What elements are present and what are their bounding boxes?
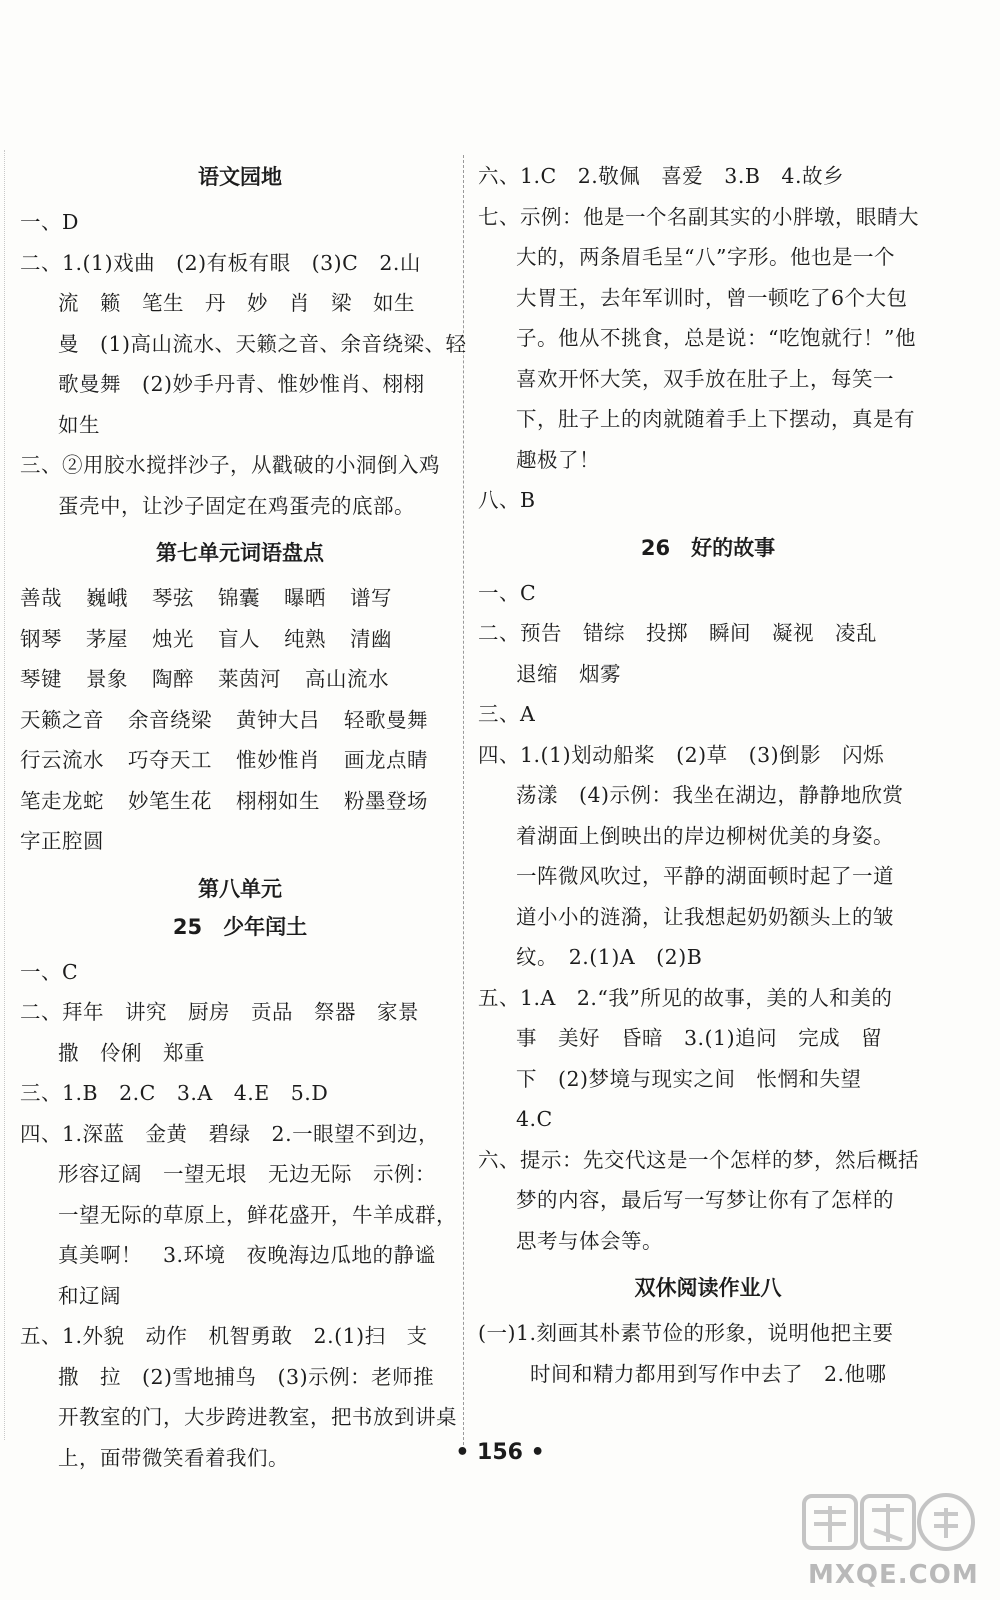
answer-line: 事 美好 昏暗 3.(1)追问 完成 留: [516, 1026, 883, 1050]
answer-line: 思考与体会等。: [516, 1228, 663, 1253]
answer-line: 着湖面上倒映出的岸边柳树优美的身姿。: [516, 823, 894, 848]
answer-line: 一、C: [478, 580, 537, 605]
answer-line: (一)1.刻画其朴素节俭的形象，说明他把主要: [478, 1321, 894, 1345]
unit-title: 第八单元: [198, 876, 282, 901]
vocab-word: 谱写: [350, 586, 392, 610]
vocab-word: 惟妙惟肖: [236, 748, 320, 772]
vocab-word: 烛光: [152, 626, 194, 651]
answer-line: 真美啊！ 3.环境 夜晚海边瓜地的静谧: [58, 1243, 436, 1267]
answer-line: 如生: [58, 412, 100, 437]
answer-line: 趣极了！: [516, 447, 600, 472]
answer-line: 四、1.深蓝 金黄 碧绿 2.一眼望不到边，: [20, 1121, 440, 1146]
vocab-word: 轻歌曼舞: [344, 707, 428, 732]
answer-line: 和辽阔: [58, 1283, 121, 1308]
answer-line: 大的，两条眉毛呈“八”字形。他也是一个: [516, 245, 895, 269]
vocab-word: 妙笔生花: [128, 788, 212, 813]
vocab-word: 盲人: [218, 626, 260, 651]
answer-line: 喜欢开怀大笑，双手放在肚子上，每笑一: [516, 366, 894, 391]
answer-line: 歌曼舞 (2)妙手丹青、惟妙惟肖、栩栩: [58, 372, 425, 396]
vocab-word: 善哉: [20, 586, 62, 610]
vocab-word: 莱茵河: [218, 667, 281, 691]
word-row: [20, 619, 460, 660]
lesson-title: 25 少年闰土: [172, 914, 308, 939]
word-row: [20, 578, 460, 619]
answer-line: 大胃王，去年军训时，曾一顿吃了6个大包: [516, 285, 908, 310]
answer-line: 梦的内容，最后写一写梦让你有了怎样的: [516, 1188, 894, 1212]
answer-line: 上，面带微笑看着我们。: [58, 1445, 289, 1470]
answer-line: 一、C: [20, 959, 79, 984]
vocab-word: 琴键: [20, 667, 62, 691]
left-column: [20, 150, 467, 1478]
vocab-word: 笔走龙蛇: [20, 788, 104, 813]
word-row: [20, 740, 460, 781]
vocab-word: 高山流水: [305, 667, 389, 691]
answer-line: 下 (2)梦境与现实之间 怅惘和失望: [516, 1066, 862, 1091]
answer-line: 二、预告 错综 投掷 瞬间 凝视 凌乱: [478, 621, 877, 645]
answer-line: 一、D: [20, 210, 79, 234]
answer-line: 八、B: [478, 488, 536, 512]
vocab-word: 琴弦: [152, 586, 194, 610]
answer-line: 时间和精力都用到写作中去了 2.他哪: [530, 1361, 887, 1386]
watermark-site: MXQE.COM: [808, 1560, 979, 1590]
right-column: [478, 150, 938, 1394]
vocab-word: 清幽: [350, 626, 392, 651]
answer-line: 道小小的涟漪，让我想起奶奶额头上的皱: [516, 904, 894, 929]
answer-line: 撒 拉 (2)雪地捕鸟 (3)示例：老师推: [58, 1364, 435, 1389]
vocab-word: 画龙点睛: [344, 748, 428, 772]
section-title: 第七单元词语盘点: [156, 541, 324, 565]
answer-line: 4.C: [516, 1107, 553, 1131]
vocab-word: 栩栩如生: [236, 788, 320, 813]
answer-line: 退缩 烟雾: [516, 661, 621, 686]
vocab-word: 巍峨: [86, 586, 128, 610]
vocab-word: 黄钟大吕: [236, 707, 320, 732]
answer-line: 五、1.外貌 动作 机智勇敢 2.(1)扫 支: [20, 1324, 428, 1348]
vocab-word: 钢琴: [20, 626, 62, 651]
vocab-word: 曝晒: [284, 586, 326, 610]
page-number: • 156 •: [455, 1440, 545, 1465]
lesson-title: 26 好的故事: [640, 535, 776, 560]
answer-line: 二、1.(1)戏曲 (2)有板有眼 (3)C 2.山: [20, 250, 421, 275]
answer-line: 三、1.B 2.C 3.A 4.E 5.D: [20, 1081, 329, 1105]
answer-line: 六、1.C 2.敬佩 喜爱 3.B 4.故乡: [478, 164, 844, 188]
answer-line: 七、示例：他是一个名副其实的小胖墩，眼睛大: [478, 204, 919, 229]
vocab-word: 陶醉: [152, 667, 194, 691]
answer-line: 六、提示：先交代这是一个怎样的梦，然后概括: [478, 1147, 919, 1172]
word-row: [20, 781, 460, 822]
vocab-word: 锦囊: [218, 586, 260, 610]
vocab-word: 茅屋: [86, 626, 128, 651]
vocab-word: 天籁之音: [20, 707, 104, 732]
answer-line: 一望无际的草原上，鲜花盛开，牛羊成群，: [58, 1202, 457, 1227]
answer-line: 荡漾 (4)示例：我坐在湖边，静静地欣赏: [516, 783, 904, 807]
answer-line: 下，肚子上的肉就随着手上下摆动，真是有: [516, 407, 915, 431]
answer-line: 蛋壳中，让沙子固定在鸡蛋壳的底部。: [58, 493, 415, 518]
answer-line: 四、1.(1)划动船桨 (2)草 (3)倒影 闪烁: [478, 742, 885, 767]
answer-line: 子。他从不挑食，总是说：“吃饱就行！”他: [516, 326, 916, 350]
vocab-word: 行云流水: [20, 748, 104, 772]
answer-line: 曼 (1)高山流水、天籁之音、余音绕梁、轻: [58, 331, 467, 356]
answer-line: 一阵微风吹过，平静的湖面顿时起了一道: [516, 864, 894, 888]
section-title: 语文园地: [198, 165, 282, 189]
vocab-word: 巧夺天工: [128, 748, 212, 772]
answer-line: 形容辽阔 一望无垠 无边无际 示例：: [58, 1162, 436, 1186]
word-row: [20, 659, 460, 700]
answer-line: 流 籁 笔生 丹 妙 肖 梁 如生: [58, 291, 415, 315]
answer-line: 开教室的门，大步跨进教室，把书放到讲桌: [58, 1405, 457, 1429]
vocab-word: 字正腔圆: [20, 829, 104, 853]
answer-line: 五、1.A 2.“我”所见的故事，美的人和美的: [478, 985, 893, 1010]
vocab-word: 纯熟: [284, 626, 326, 651]
answer-line: 二、拜年 讲究 厨房 贡品 祭器 家景: [20, 1000, 419, 1024]
answer-line: 纹。 2.(1)A (2)B: [516, 945, 703, 969]
answer-line: 撒 伶俐 郑重: [58, 1040, 205, 1065]
answer-line: 三、②用胶水搅拌沙子，从戳破的小洞倒入鸡: [20, 453, 440, 477]
vocab-word: 余音绕梁: [128, 707, 212, 732]
binding-edge: [4, 150, 5, 1440]
word-row: [20, 700, 460, 741]
word-row: [20, 821, 460, 862]
vocab-word: 粉墨登场: [344, 788, 428, 813]
answer-line: 三、A: [478, 702, 536, 726]
vocab-word: 景象: [86, 667, 128, 691]
section-title: 双休阅读作业八: [634, 1276, 782, 1300]
